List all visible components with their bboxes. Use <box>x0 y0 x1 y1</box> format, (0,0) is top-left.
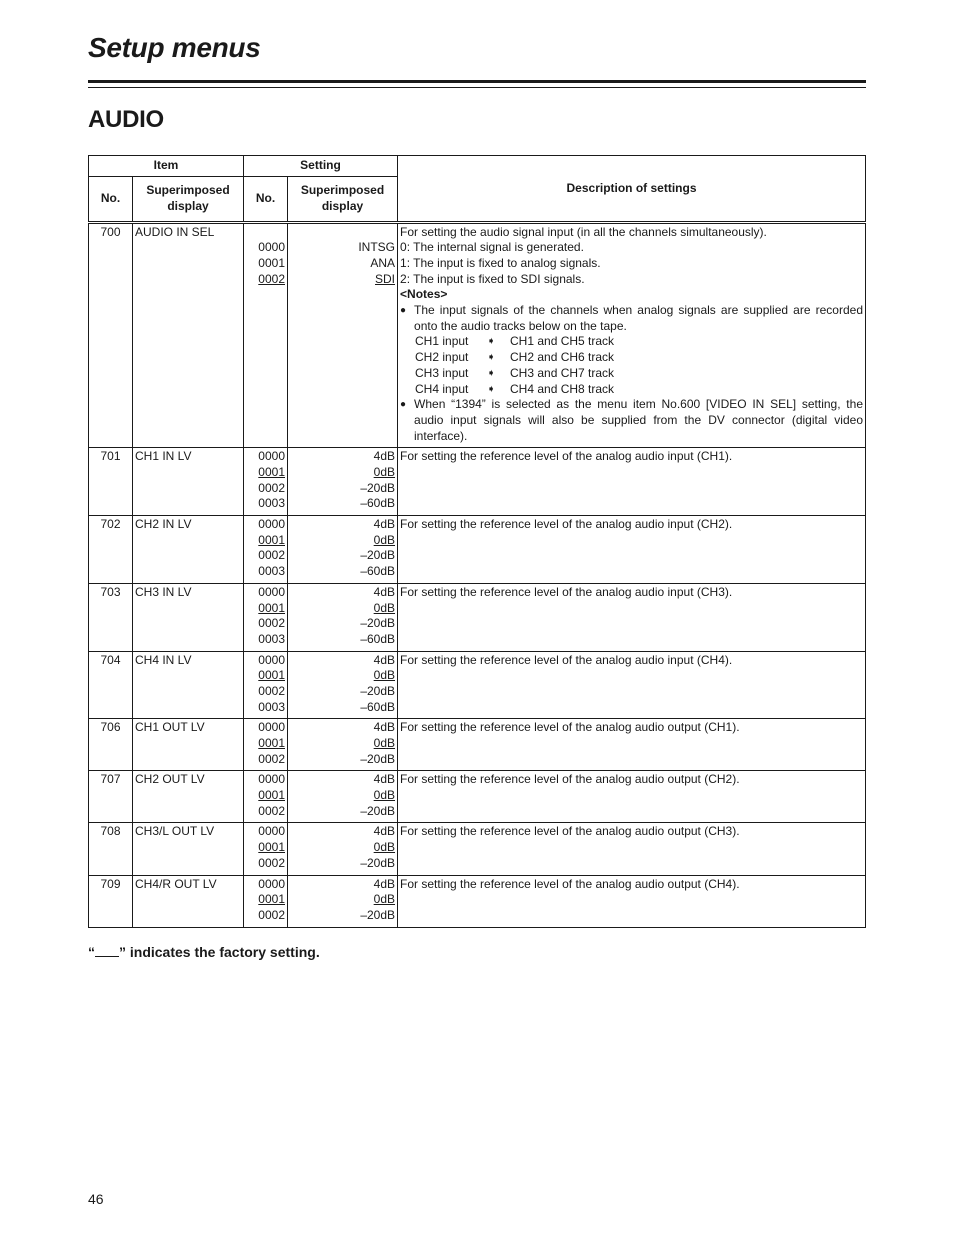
item-number: 701 <box>89 448 133 516</box>
setting-value-text: –20dB <box>360 855 396 870</box>
setting-code <box>246 824 285 840</box>
factory-setting-code: 0001 <box>258 465 285 480</box>
setting-value <box>290 653 395 669</box>
item-display: CH4/R OUT LV <box>133 875 244 927</box>
factory-setting-value: SDI <box>375 271 396 286</box>
item-number: 707 <box>89 771 133 823</box>
setting-values <box>288 823 398 875</box>
footnote-open-quote: “ <box>88 944 95 960</box>
setting-value-text: –20dB <box>360 616 396 631</box>
setting-codes <box>244 719 288 771</box>
factory-setting-value: 0dB <box>373 840 396 855</box>
setting-value <box>290 449 395 465</box>
factory-setting-code: 0001 <box>258 600 285 615</box>
table-row <box>89 875 866 927</box>
setting-code-text: 0003 <box>258 699 285 714</box>
setting-code <box>246 877 285 893</box>
setting-code <box>246 892 285 908</box>
note-text: The input signals of the channels when analog signals are supplied are recorded onto the audio tracks below on the tape. <box>414 303 863 333</box>
setting-value-text: –60dB <box>360 631 396 646</box>
setting-value-text: –20dB <box>360 548 396 563</box>
setting-code <box>246 908 285 924</box>
setting-value <box>290 465 395 481</box>
spacer-line <box>246 225 285 241</box>
setting-code <box>246 736 285 752</box>
setting-value <box>290 481 395 497</box>
mapping-track: CH1 and CH5 track <box>510 334 615 349</box>
description-line: For setting the reference level of the analog audio input (CH3). <box>400 584 733 599</box>
setting-code-text: 0000 <box>258 876 285 891</box>
factory-setting-code: 0001 <box>258 668 285 683</box>
header-item-no: No. <box>89 176 133 222</box>
setting-value <box>290 684 395 700</box>
channel-mapping-row <box>400 334 863 350</box>
header-item-display: Superimposed display <box>133 176 244 222</box>
item-number: 704 <box>89 651 133 719</box>
setting-values <box>288 448 398 516</box>
setting-value <box>290 772 395 788</box>
setting-description <box>398 823 866 875</box>
factory-setting-footnote <box>88 944 320 960</box>
description-line: For setting the reference level of the analog audio input (CH1). <box>400 449 733 464</box>
factory-setting-code: 0001 <box>258 532 285 547</box>
setting-value-text: –20dB <box>360 907 396 922</box>
setting-description <box>398 875 866 927</box>
setting-value-text: –20dB <box>360 751 396 766</box>
setting-value <box>290 788 395 804</box>
setting-code <box>246 684 285 700</box>
setting-value <box>290 533 395 549</box>
factory-setting-value: 0dB <box>373 736 396 751</box>
setting-code <box>246 752 285 768</box>
description-line: 1: The input is fixed to analog signals. <box>400 255 601 270</box>
mapping-input: CH1 input <box>415 334 469 349</box>
setting-value <box>290 908 395 924</box>
description-line: For setting the reference level of the analog audio output (CH4). <box>400 876 740 891</box>
setting-value <box>290 601 395 617</box>
factory-setting-value: 0dB <box>373 892 396 907</box>
setting-codes <box>244 222 288 448</box>
item-display: CH3 IN LV <box>133 583 244 651</box>
setting-value <box>290 892 395 908</box>
channel-mapping-row <box>400 382 863 398</box>
description-line: For setting the reference level of the analog audio output (CH2). <box>400 772 740 787</box>
setting-code-text: 0000 <box>258 652 285 667</box>
setting-code-text: 0002 <box>258 548 285 563</box>
setting-value <box>290 240 395 256</box>
setting-code <box>246 496 285 512</box>
setting-code <box>246 272 285 288</box>
setting-code <box>246 856 285 872</box>
setting-code <box>246 548 285 564</box>
setting-values <box>288 875 398 927</box>
setting-codes <box>244 583 288 651</box>
setting-description <box>398 719 866 771</box>
setting-code-text: 0000 <box>258 720 285 735</box>
setting-description <box>398 516 866 584</box>
setting-values <box>288 771 398 823</box>
setting-code <box>246 465 285 481</box>
channel-mapping-row <box>400 366 863 382</box>
setting-value <box>290 585 395 601</box>
setting-value-text: 4dB <box>373 824 396 839</box>
factory-setting-value: 0dB <box>373 668 396 683</box>
setting-codes <box>244 516 288 584</box>
setting-description <box>398 583 866 651</box>
setting-code-text: 0001 <box>258 255 285 270</box>
setting-code-text: 0002 <box>258 907 285 922</box>
item-display: CH1 IN LV <box>133 448 244 516</box>
header-setting-no: No. <box>244 176 288 222</box>
item-number: 703 <box>89 583 133 651</box>
description-line: 0: The internal signal is generated. <box>400 240 584 255</box>
footnote-text: ” indicates the factory setting. <box>119 944 320 960</box>
mapping-input: CH3 input <box>415 365 469 380</box>
setting-code-text: 0000 <box>258 240 285 255</box>
setting-code <box>246 616 285 632</box>
header-setting: Setting <box>244 156 398 177</box>
setting-value-text: ANA <box>370 255 396 270</box>
setting-codes <box>244 875 288 927</box>
setting-values <box>288 222 398 448</box>
description-line: For setting the reference level of the analog audio output (CH1). <box>400 720 740 735</box>
setting-code <box>246 653 285 669</box>
table-row <box>89 516 866 584</box>
setting-code <box>246 585 285 601</box>
table-row <box>89 771 866 823</box>
description-line: For setting the reference level of the analog audio input (CH4). <box>400 652 733 667</box>
setting-value <box>290 632 395 648</box>
setting-value-text: –20dB <box>360 480 396 495</box>
table-row <box>89 448 866 516</box>
note-text: When “1394” is selected as the menu item No.600 [VIDEO IN SEL] setting, the audio input signals will also be supplied from the DV connector (digital video interface). <box>414 397 863 443</box>
setting-code <box>246 517 285 533</box>
setting-description <box>398 771 866 823</box>
setting-codes <box>244 823 288 875</box>
setting-values <box>288 719 398 771</box>
setting-value-text: –20dB <box>360 803 396 818</box>
setting-code <box>246 533 285 549</box>
arrow-right-icon: ➧ <box>487 336 496 348</box>
setting-value <box>290 272 395 288</box>
setting-code-text: 0002 <box>258 616 285 631</box>
setting-value <box>290 824 395 840</box>
setting-value <box>290 856 395 872</box>
page-number: 46 <box>88 1191 104 1207</box>
setting-code <box>246 804 285 820</box>
item-display: CH1 OUT LV <box>133 719 244 771</box>
table-row <box>89 823 866 875</box>
setting-code-text: 0002 <box>258 855 285 870</box>
header-setting-display: Superimposed display <box>288 176 398 222</box>
title-rule-thick <box>88 80 866 83</box>
table-row <box>89 222 866 448</box>
setting-value <box>290 736 395 752</box>
setting-value <box>290 548 395 564</box>
setting-codes <box>244 448 288 516</box>
setting-values <box>288 516 398 584</box>
setting-value-text: –20dB <box>360 683 396 698</box>
setting-value <box>290 804 395 820</box>
arrow-right-icon: ➧ <box>487 352 496 364</box>
setting-code-text: 0000 <box>258 517 285 532</box>
item-display: CH2 IN LV <box>133 516 244 584</box>
setting-code <box>246 772 285 788</box>
spacer-line <box>290 225 395 241</box>
note-bullet <box>400 303 863 334</box>
footnote-underline-sample <box>95 944 119 957</box>
item-number: 706 <box>89 719 133 771</box>
table-row <box>89 719 866 771</box>
setting-code <box>246 449 285 465</box>
setting-code-text: 0002 <box>258 751 285 766</box>
item-number: 709 <box>89 875 133 927</box>
setting-code-text: 0003 <box>258 564 285 579</box>
item-number: 702 <box>89 516 133 584</box>
setting-value <box>290 877 395 893</box>
setting-code <box>246 632 285 648</box>
header-description: Description of settings <box>398 156 866 223</box>
setting-value <box>290 720 395 736</box>
factory-setting-value: 0dB <box>373 600 396 615</box>
setting-value <box>290 517 395 533</box>
title-rule-thin <box>88 87 866 88</box>
item-display: CH2 OUT LV <box>133 771 244 823</box>
setting-code-text: 0002 <box>258 480 285 495</box>
setting-value <box>290 616 395 632</box>
setting-code <box>246 256 285 272</box>
item-number: 700 <box>89 222 133 448</box>
page-title: Setup menus <box>88 32 261 63</box>
table-row <box>89 651 866 719</box>
setting-codes <box>244 771 288 823</box>
mapping-track: CH4 and CH8 track <box>510 381 615 396</box>
setting-code-text: 0000 <box>258 824 285 839</box>
item-number: 708 <box>89 823 133 875</box>
factory-setting-code: 0001 <box>258 788 285 803</box>
item-display: CH4 IN LV <box>133 651 244 719</box>
setting-code <box>246 720 285 736</box>
item-display: AUDIO IN SEL <box>133 222 244 448</box>
setting-code-text: 0002 <box>258 683 285 698</box>
factory-setting-value: 0dB <box>373 532 396 547</box>
factory-setting-code: 0001 <box>258 736 285 751</box>
setting-code-text: 0000 <box>258 584 285 599</box>
setting-value-text: 4dB <box>373 584 396 599</box>
mapping-track: CH2 and CH6 track <box>510 350 615 365</box>
setting-value-text: 4dB <box>373 876 396 891</box>
setting-value <box>290 496 395 512</box>
setting-code-text: 0003 <box>258 496 285 511</box>
factory-setting-value: 0dB <box>373 788 396 803</box>
section-title: AUDIO <box>88 106 164 133</box>
factory-setting-code: 0002 <box>258 271 285 286</box>
setting-value <box>290 752 395 768</box>
setting-code-text: 0000 <box>258 772 285 787</box>
factory-setting-code: 0001 <box>258 840 285 855</box>
setting-value-text: 4dB <box>373 517 396 532</box>
description-line: For setting the reference level of the analog audio input (CH2). <box>400 517 733 532</box>
setting-value-text: –60dB <box>360 496 396 511</box>
setting-value-text: 4dB <box>373 652 396 667</box>
note-bullet <box>400 397 863 444</box>
setting-code <box>246 601 285 617</box>
setting-code <box>246 668 285 684</box>
setting-value-text: –60dB <box>360 699 396 714</box>
bullet-icon: ● <box>400 305 407 317</box>
setting-code-text: 0000 <box>258 449 285 464</box>
setting-code <box>246 788 285 804</box>
setting-value-text: 4dB <box>373 720 396 735</box>
setting-value-text: INTSG <box>358 240 396 255</box>
setting-description <box>398 448 866 516</box>
description-line: 2: The input is fixed to SDI signals. <box>400 271 585 286</box>
setting-code-text: 0003 <box>258 631 285 646</box>
table-row <box>89 583 866 651</box>
setting-value-text: –60dB <box>360 564 396 579</box>
item-display: CH3/L OUT LV <box>133 823 244 875</box>
table-body <box>89 222 866 927</box>
mapping-input: CH2 input <box>415 350 469 365</box>
factory-setting-value: 0dB <box>373 465 396 480</box>
setting-value-text: 4dB <box>373 449 396 464</box>
setting-value <box>290 840 395 856</box>
mapping-input: CH4 input <box>415 381 469 396</box>
settings-table <box>88 155 866 928</box>
setting-description <box>398 651 866 719</box>
setting-code <box>246 564 285 580</box>
setting-code <box>246 240 285 256</box>
channel-mapping-row <box>400 350 863 366</box>
setting-code-text: 0002 <box>258 803 285 818</box>
setting-value <box>290 700 395 716</box>
notes-heading: <Notes> <box>400 287 448 302</box>
setting-values <box>288 583 398 651</box>
setting-value-text: 4dB <box>373 772 396 787</box>
description-line: For setting the reference level of the analog audio output (CH3). <box>400 824 740 839</box>
mapping-track: CH3 and CH7 track <box>510 365 615 380</box>
arrow-right-icon: ➧ <box>487 383 496 395</box>
setting-codes <box>244 651 288 719</box>
setting-code <box>246 481 285 497</box>
description-line: For setting the audio signal input (in all the channels simultaneously). <box>400 224 767 239</box>
setting-value <box>290 256 395 272</box>
setting-description <box>398 222 866 448</box>
setting-code <box>246 700 285 716</box>
factory-setting-code: 0001 <box>258 892 285 907</box>
setting-values <box>288 651 398 719</box>
bullet-icon: ● <box>400 399 407 411</box>
arrow-right-icon: ➧ <box>487 367 496 379</box>
setting-value <box>290 564 395 580</box>
header-item: Item <box>89 156 244 177</box>
setting-value <box>290 668 395 684</box>
setting-code <box>246 840 285 856</box>
